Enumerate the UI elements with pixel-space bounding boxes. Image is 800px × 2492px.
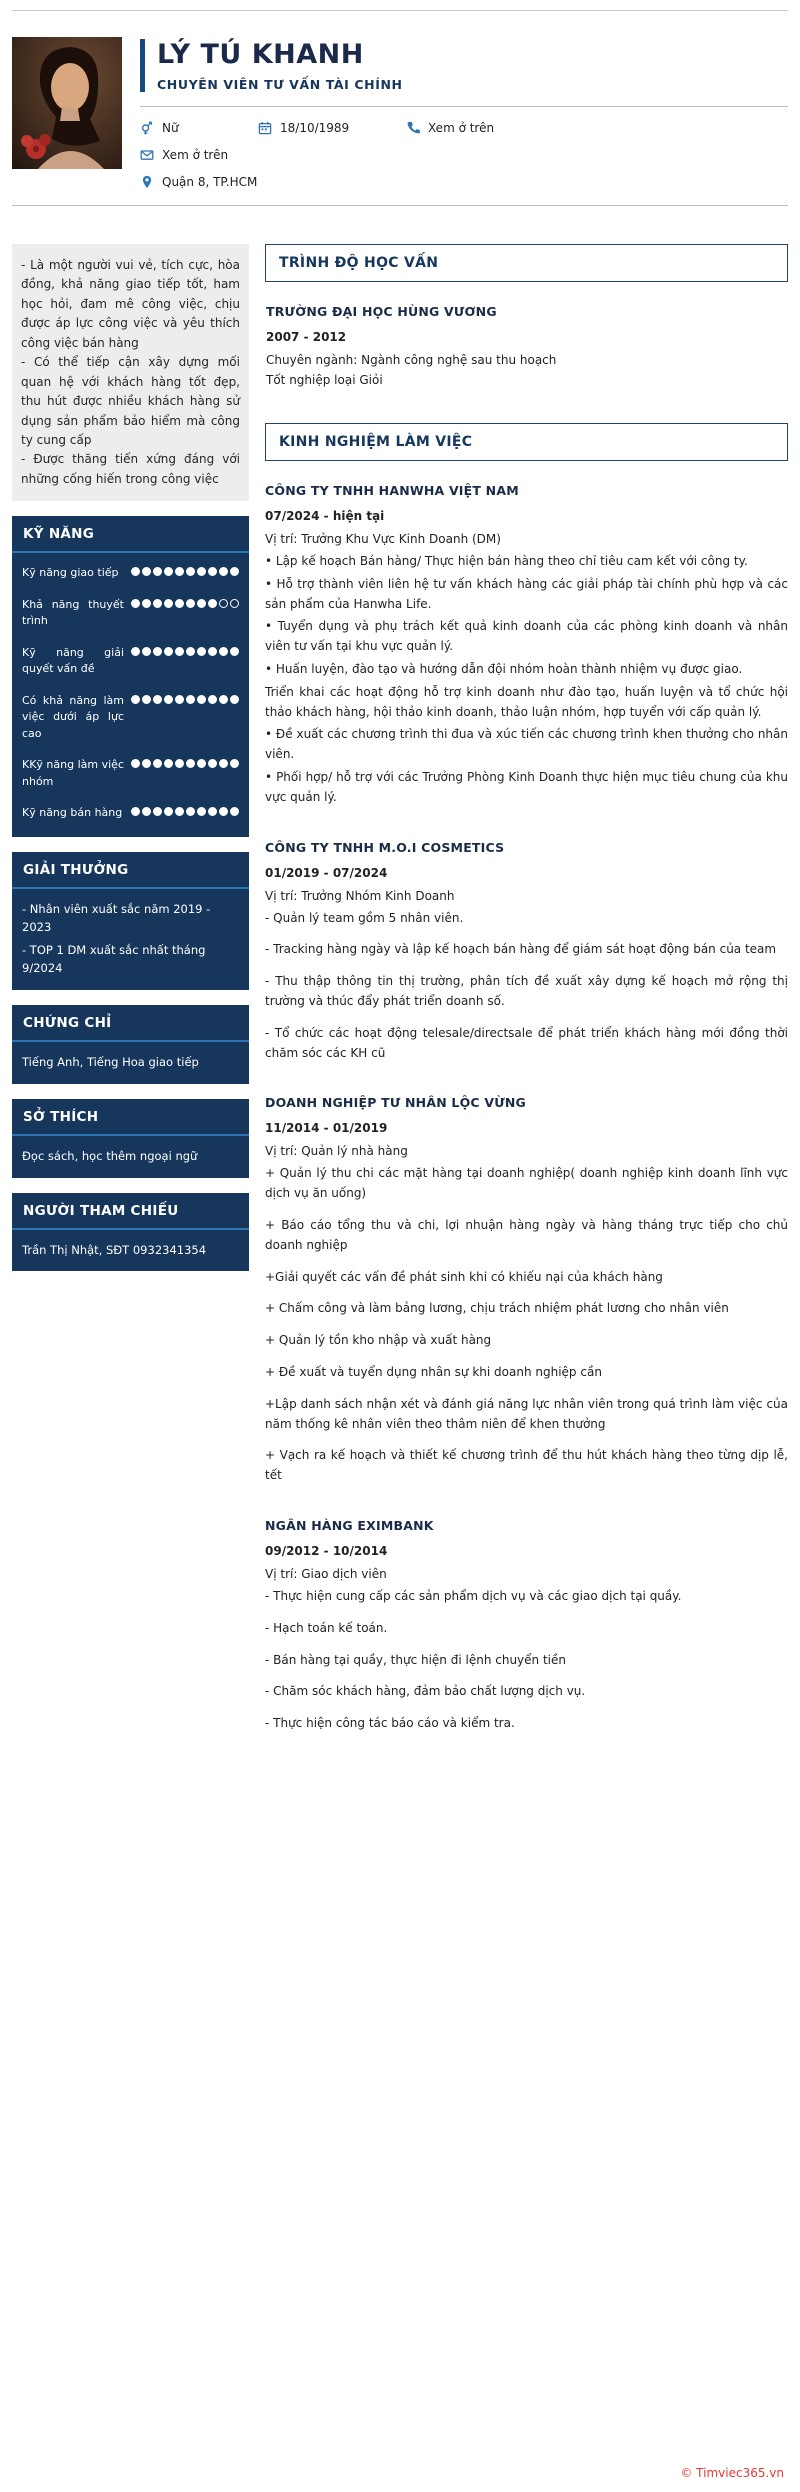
skill-dot (219, 567, 228, 576)
skill-dot (142, 807, 151, 816)
skill-row (22, 757, 239, 790)
skill-dots (131, 597, 239, 608)
job-period: 11/2014 - 01/2019 (265, 1121, 388, 1136)
watermark: © Timviec365.vn (680, 2466, 784, 2480)
mail-icon (140, 148, 154, 162)
job-bullet: - Quản lý team gồm 5 nhân viên. (265, 910, 464, 925)
skill-dot (186, 567, 195, 576)
skill-row (22, 565, 239, 582)
reference-item: Trần Thị Nhật, SĐT 0932341354 (22, 1242, 207, 1257)
job-entry (265, 483, 788, 808)
skill-dot (153, 567, 162, 576)
skill-dot (219, 695, 228, 704)
company-name: DOANH NGHIỆP TƯ NHÂN LỘC VỪNG (265, 1095, 526, 1111)
skill-dot (186, 647, 195, 656)
job-bullet: - Chăm sóc khách hàng, đảm bảo chất lượng dịch vụ. (265, 1684, 586, 1699)
top-divider (12, 10, 788, 11)
education-major: Chuyên ngành: Ngành công nghệ sau thu hoạch (266, 353, 557, 368)
job-bullet: - Bán hàng tại quầy, thực hiện đi lệnh chuyển tiền (265, 1652, 566, 1667)
about-line: - Được thăng tiến xứng đáng với những cống hiến trong công việc (21, 452, 240, 486)
skill-dot (142, 695, 151, 704)
skills-section (12, 516, 249, 837)
skill-dot (230, 807, 239, 816)
skill-dot (208, 759, 217, 768)
skill-row (22, 805, 239, 822)
company-name: CÔNG TY TNHH HANWHA VIỆT NAM (265, 483, 519, 499)
job-bullets (265, 1587, 788, 1734)
skill-row (22, 693, 239, 743)
hobbies-body (12, 1136, 249, 1178)
job-position: Vị trí: Trưởng Khu Vực Kinh Doanh (DM) (265, 532, 501, 547)
profile-photo (12, 37, 122, 169)
job-bullet: + Báo cáo tổng thu và chi, lợi nhuận hàng ngày và hàng tháng trực tiếp cho chủ doanh nghiệp (265, 1217, 788, 1252)
body-columns (12, 244, 788, 1734)
education-entry (265, 304, 788, 387)
skill-dot (186, 599, 195, 608)
job-bullet: • Phối hợp/ hỗ trợ với các Trưởng Phòng Kinh Doanh thực hiện mục tiêu chung của khu vực quản lý. (265, 770, 788, 804)
job-bullet: + Đề xuất và tuyển dụng nhân sự khi doanh nghiệp cần (265, 1364, 602, 1379)
job-bullet: + Quản lý thu chi các mặt hàng tại doanh nghiệp( doanh nghiệp kinh doanh lĩnh vực dịch vụ ăn uống) (265, 1166, 788, 1201)
contact-info (140, 121, 788, 189)
skill-dot (219, 599, 228, 608)
skill-dot (219, 807, 228, 816)
contact-address-value: Quận 8, TP.HCM (162, 175, 258, 190)
skill-dot (230, 599, 239, 608)
skill-dot (208, 599, 217, 608)
skill-dot (197, 599, 206, 608)
skill-dots (131, 757, 239, 768)
job-bullet: • Huấn luyện, đào tạo và hướng dẫn đội nhóm hoàn thành nhiệm vụ được giao. (265, 662, 743, 677)
skill-dot (131, 807, 140, 816)
skill-dots (131, 693, 239, 704)
candidate-name: LÝ TÚ KHANH (157, 39, 364, 70)
skill-dots (131, 805, 239, 816)
skill-dot (219, 759, 228, 768)
skill-dot (175, 759, 184, 768)
contact-gender (140, 121, 258, 135)
job-bullets (265, 1164, 788, 1486)
skill-dot (197, 759, 206, 768)
skill-label: Kỹ năng bán hàng (22, 806, 123, 820)
about-line: - Có thể tiếp cận xây dựng mối quan hệ với khách hàng tốt đẹp, thu hút được nhiều khách hàng sử dụng sản phẩm bảo hiểm mà công ty cung cấp (21, 355, 240, 447)
job-bullet: + Chấm công và làm bảng lương, chịu trách nhiệm phát lương cho nhân viên (265, 1301, 729, 1316)
skill-dot (186, 807, 195, 816)
skill-dot (142, 567, 151, 576)
skill-label: Kỹ năng giao tiếp (22, 566, 119, 580)
skill-dot (197, 567, 206, 576)
hobbies-section (12, 1099, 249, 1178)
gender-icon (140, 121, 154, 135)
award-item: - Nhân viên xuất sắc năm 2019 - 2023 (22, 901, 211, 934)
contact-address (140, 175, 788, 189)
header-bottom-divider (12, 205, 788, 206)
job-position: Vị trí: Trưởng Nhóm Kinh Doanh (265, 888, 455, 903)
awards-section (12, 852, 249, 990)
skill-dot (230, 759, 239, 768)
hobby-item: Đọc sách, học thêm ngoại ngữ (22, 1148, 198, 1163)
job-bullet: - Thực hiện công tác báo cáo và kiểm tra. (265, 1716, 515, 1731)
skill-dots (131, 565, 239, 576)
skill-dot (208, 567, 217, 576)
job-bullet: - Thu thập thông tin thị trường, phân tích đề xuất xây dựng kế hoạch mở rộng thị trường và thúc đẩy phát triển doanh số. (265, 974, 788, 1008)
skill-dot (142, 759, 151, 768)
certificates-body (12, 1042, 249, 1084)
contact-birthday (258, 121, 406, 135)
hobbies-header: SỞ THÍCH (12, 1099, 249, 1136)
skill-dot (175, 807, 184, 816)
references-header: NGƯỜI THAM CHIẾU (12, 1193, 249, 1230)
name-accent-bar (140, 39, 145, 92)
skill-dot (219, 647, 228, 656)
location-icon (140, 175, 154, 189)
job-bullet: - Tổ chức các hoạt động telesale/directsale để phát triển khách hàng mới đồng thời chăm sóc các KH cũ (265, 1025, 788, 1060)
skill-dot (208, 695, 217, 704)
skill-dot (208, 807, 217, 816)
skill-dot (186, 695, 195, 704)
skill-row (22, 597, 239, 630)
skill-dot (153, 695, 162, 704)
skill-dot (175, 567, 184, 576)
job-entry (265, 840, 788, 1064)
references-body (12, 1230, 249, 1272)
job-bullet: Triển khai các hoạt động hỗ trợ kinh doanh như đào tạo, huấn luyện và tổ chức hội thảo khách hàng, hội thảo kinh doanh, thảo luận nhóm, hợp tuyển với cấp quản lý. (265, 684, 788, 719)
job-position: Vị trí: Quản lý nhà hàng (265, 1144, 408, 1159)
education-period: 2007 - 2012 (266, 330, 347, 345)
awards-body (12, 889, 249, 990)
right-column (265, 244, 788, 1734)
skill-dot (197, 695, 206, 704)
job-bullet: - Tracking hàng ngày và lập kế hoạch bán hàng để giám sát hoạt động bán của team (265, 942, 777, 957)
skill-dot (230, 647, 239, 656)
job-position: Vị trí: Giao dịch viên (265, 1566, 387, 1581)
skill-dot (197, 647, 206, 656)
job-bullets (265, 909, 788, 1064)
skill-dot (175, 599, 184, 608)
contact-phone-value: Xem ở trên (428, 121, 495, 136)
contact-phone (406, 121, 788, 135)
contact-email (140, 148, 788, 162)
skill-dot (208, 647, 217, 656)
education-grade: Tốt nghiệp loại Giỏi (266, 373, 383, 388)
job-bullet: - Hạch toán kế toán. (265, 1620, 388, 1635)
skill-dot (175, 695, 184, 704)
job-period: 07/2024 - hiện tại (265, 509, 385, 524)
job-entry (265, 1095, 788, 1486)
skill-label: KKỹ năng làm việc nhóm (22, 758, 124, 788)
about-line: - Là một người vui vẻ, tích cực, hòa đồng, khả năng giao tiếp tốt, ham học hỏi, đam mê công việc, chịu được áp lực công việc và yêu thích công việc bán hàng (21, 258, 240, 350)
skill-dot (142, 599, 151, 608)
skill-dot (164, 567, 173, 576)
skill-dot (131, 567, 140, 576)
company-name: NGÂN HÀNG EXIMBANK (265, 1517, 434, 1533)
contact-email-value: Xem ở trên (162, 148, 229, 163)
skill-label: Kỹ năng giải quyết vấn đề (22, 645, 124, 676)
job-bullet: +Lập danh sách nhận xét và đánh giá năng lực nhân viên trong quá trình làm việc của năm thống kê nhân viên theo thâm niên để khen thưởng (265, 1396, 788, 1431)
calendar-icon (258, 121, 272, 135)
skill-dot (131, 759, 140, 768)
job-period: 09/2012 - 10/2014 (265, 1543, 388, 1558)
award-item: - TOP 1 DM xuất sắc nhất tháng 9/2024 (22, 943, 206, 976)
job-period: 01/2019 - 07/2024 (265, 865, 388, 880)
job-bullets (265, 552, 788, 808)
skill-dots (131, 645, 239, 656)
skill-dot (153, 759, 162, 768)
job-bullet: • Hỗ trợ thành viên liên hệ tư vấn khách hàng các giải pháp tài chính phù hợp và các sản phẩm của Hanwha Life. (265, 576, 788, 611)
references-section (12, 1193, 249, 1272)
skill-dot (164, 759, 173, 768)
profile-photo-image (12, 37, 122, 169)
phone-icon (406, 121, 420, 135)
skill-dot (175, 647, 184, 656)
job-entry (265, 1518, 788, 1734)
about-section (12, 244, 249, 501)
skill-dot (197, 807, 206, 816)
name-title-group (157, 39, 403, 92)
skill-dot (164, 695, 173, 704)
job-bullet: • Lập kế hoạch Bán hàng/ Thực hiện bán hàng theo chỉ tiêu cam kết với công ty. (265, 554, 748, 569)
left-column (12, 244, 249, 1271)
contact-gender-value: Nữ (162, 121, 179, 136)
job-bullet: - Thực hiện cung cấp các sản phẩm dịch vụ và các giao dịch tại quầy. (265, 1588, 682, 1603)
job-bullet: + Vạch ra kế hoạch và thiết kế chương trình để thu hút khách hàng theo từng dịp lễ, tết (265, 1448, 788, 1483)
skill-dot (164, 599, 173, 608)
job-bullet: • Tuyển dụng và phụ trách kết quả kinh doanh của các phòng kinh doanh và nhân viên tư vấn tại khu vực quản lý. (265, 619, 788, 654)
contact-birthday-value: 18/10/1989 (280, 121, 350, 136)
skill-dot (131, 647, 140, 656)
skill-dot (186, 759, 195, 768)
skill-row (22, 645, 239, 678)
certificate-item: Tiếng Anh, Tiếng Hoa giao tiếp (22, 1055, 199, 1070)
skill-dot (142, 647, 151, 656)
skill-dot (153, 599, 162, 608)
name-row (140, 39, 788, 92)
candidate-job-title: CHUYÊN VIÊN TƯ VẤN TÀI CHÍNH (157, 77, 403, 93)
header-divider (140, 106, 788, 107)
job-bullet: + Quản lý tồn kho nhập và xuất hàng (265, 1333, 492, 1348)
awards-header: GIẢI THƯỞNG (12, 852, 249, 889)
header (12, 37, 788, 189)
school-name: TRƯỜNG ĐẠI HỌC HÙNG VƯƠNG (266, 304, 497, 320)
certificates-section (12, 1005, 249, 1084)
skill-dot (131, 599, 140, 608)
skill-dot (230, 567, 239, 576)
header-text-block (134, 37, 788, 189)
skill-dot (153, 647, 162, 656)
skill-dot (230, 695, 239, 704)
education-section-header: TRÌNH ĐỘ HỌC VẤN (265, 244, 788, 282)
skill-dot (153, 807, 162, 816)
job-bullet: +Giải quyết các vấn đề phát sinh khi có khiếu nại của khách hàng (265, 1269, 663, 1284)
skills-body (12, 553, 249, 837)
experience-section-header: KINH NGHIỆM LÀM VIỆC (265, 423, 788, 461)
skill-dot (164, 647, 173, 656)
company-name: CÔNG TY TNHH M.O.I COSMETICS (265, 839, 505, 855)
skills-header: KỸ NĂNG (12, 516, 249, 553)
job-bullet: • Đề xuất các chương trình thi đua và xúc tiến các chương trình khen thưởng cho nhân viên. (265, 727, 788, 762)
skill-dot (164, 807, 173, 816)
skill-label: Khả năng thuyết trình (22, 597, 124, 628)
skill-dot (131, 695, 140, 704)
skill-label: Có khả năng làm việc dưới áp lực cao (22, 693, 124, 740)
certificates-header: CHỨNG CHỈ (12, 1005, 249, 1042)
